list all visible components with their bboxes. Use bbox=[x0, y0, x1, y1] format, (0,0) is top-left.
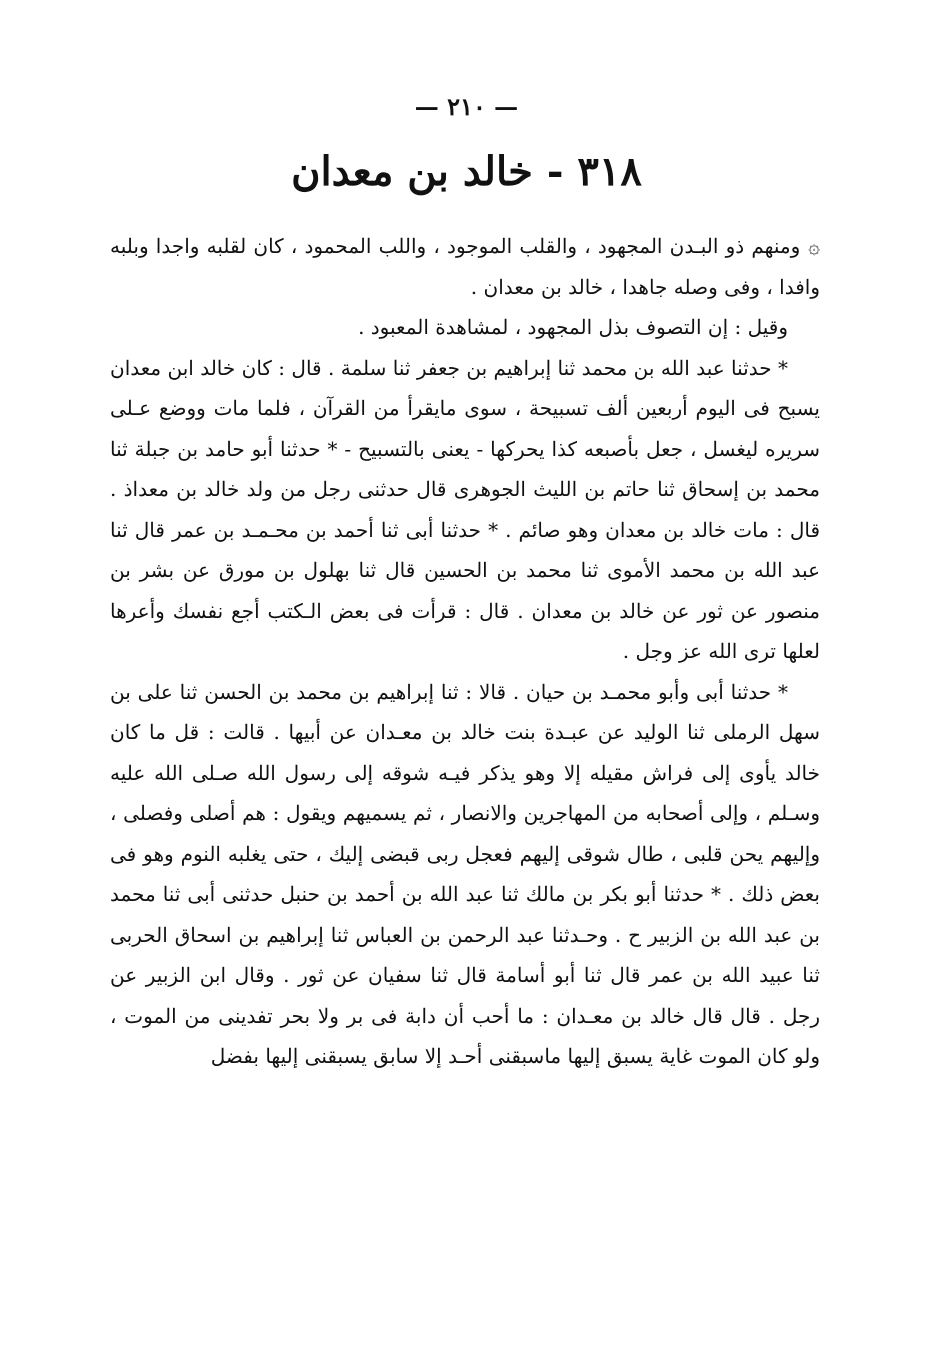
paragraph-intro bbox=[110, 226, 820, 307]
chapter-title: ٣١٨ - خالد بن معدان bbox=[291, 148, 642, 195]
paragraph-hadith-2: * حدثنا أبى وأبو محمـد بن حيان . قالا : ثنا إبراهيم بن محمد بن الحسن ثنا على بن سهل الرملى ثنا الوليد عن عبـدة بنت خالد بن معـدان عن أبيها . قالت : قل ما كان خالد يأوى إلى فراش مقيله إلا وهو يذكر فيـه شوقه إلى رسول الله صـلى الله عليه وسـلم ، وإلى أصحابه من المهاجرين والانصار ، ثم يسميهم ويقول : هم أصلى وفصلى ، وإليهم يحن قلبى ، طال شوقى إليهم فعجل ربى قبضى إليك ، حتى يغلبه النوم وهو فى بعض ذلك . * حدثنا أبو بكر بن مالك ثنا عبد الله بن أحمد بن حنبل حدثنى أبى ثنا محمد بن عبد الله بن الزبير ح . وحـدثنا عبد الرحمن بن العباس ثنا إبراهيم بن اسحاق الحربى ثنا عبيد الله بن عمر قال ثنا أبو أسامة قال ثنا سفيان عن ثور . وقال ابن الزبير عن رجل . قال قال خالد بن معـدان : ما أحب أن دابة فى بر ولا بحر تفدينى من الموت ، ولو كان الموت غاية يسبق إليها ماسبقنى أحـد إلا سابق يسبقنى إليها بفضل bbox=[110, 679, 820, 1068]
paragraph-hadith-1: * حدثنا عبد الله بن محمد ثنا إبراهيم بن جعفر ثنا سلمة . قال : كان خالد ابن معدان يسبح فى اليوم أربعين ألف تسبيحة ، سوى مايقرأ من القرآن ، فلما مات ووضع عـلى سريره ليغسل ، جعل بأصبعه كذا يحركها - يعنى بالتسبيح - * حدثنا أبو حامد بن جبلة ثنا محمد بن إسحاق ثنا حاتم بن الليث الجوهرى قال حدثنى رجل من ولد خالد بن معداذ . قال : مات خالد بن معدان وهو صائم . * حدثنا أبى ثنا أحمد بن محـمـد بن عمر قال ثنا عبد الله بن محمد الأموى ثنا محمد بن الحسين قال ثنا بهلول بن مورق عن بشر بن منصور عن ثور عن خالد بن معدان . قال : قرأت فى بعض الـكتب أجع نفسك وأعرها لعلها ترى الله عز وجل . bbox=[110, 355, 820, 663]
ornament-icon: ۞ bbox=[808, 234, 820, 258]
body-text bbox=[110, 226, 820, 1077]
paragraph-intro-text: ومنهم ذو البـدن المجهود ، والقلب الموجود ، واللب المحمود ، كان لقلبه واجدا وبلبه وافدا ، وفى وصله جاهدا ، خالد بن معدان . bbox=[110, 234, 820, 299]
paragraph-definition: وقيل : إن التصوف بذل المجهود ، لمشاهدة المعبود . bbox=[358, 315, 788, 339]
page-number: — ٢١٠ — bbox=[414, 92, 519, 121]
